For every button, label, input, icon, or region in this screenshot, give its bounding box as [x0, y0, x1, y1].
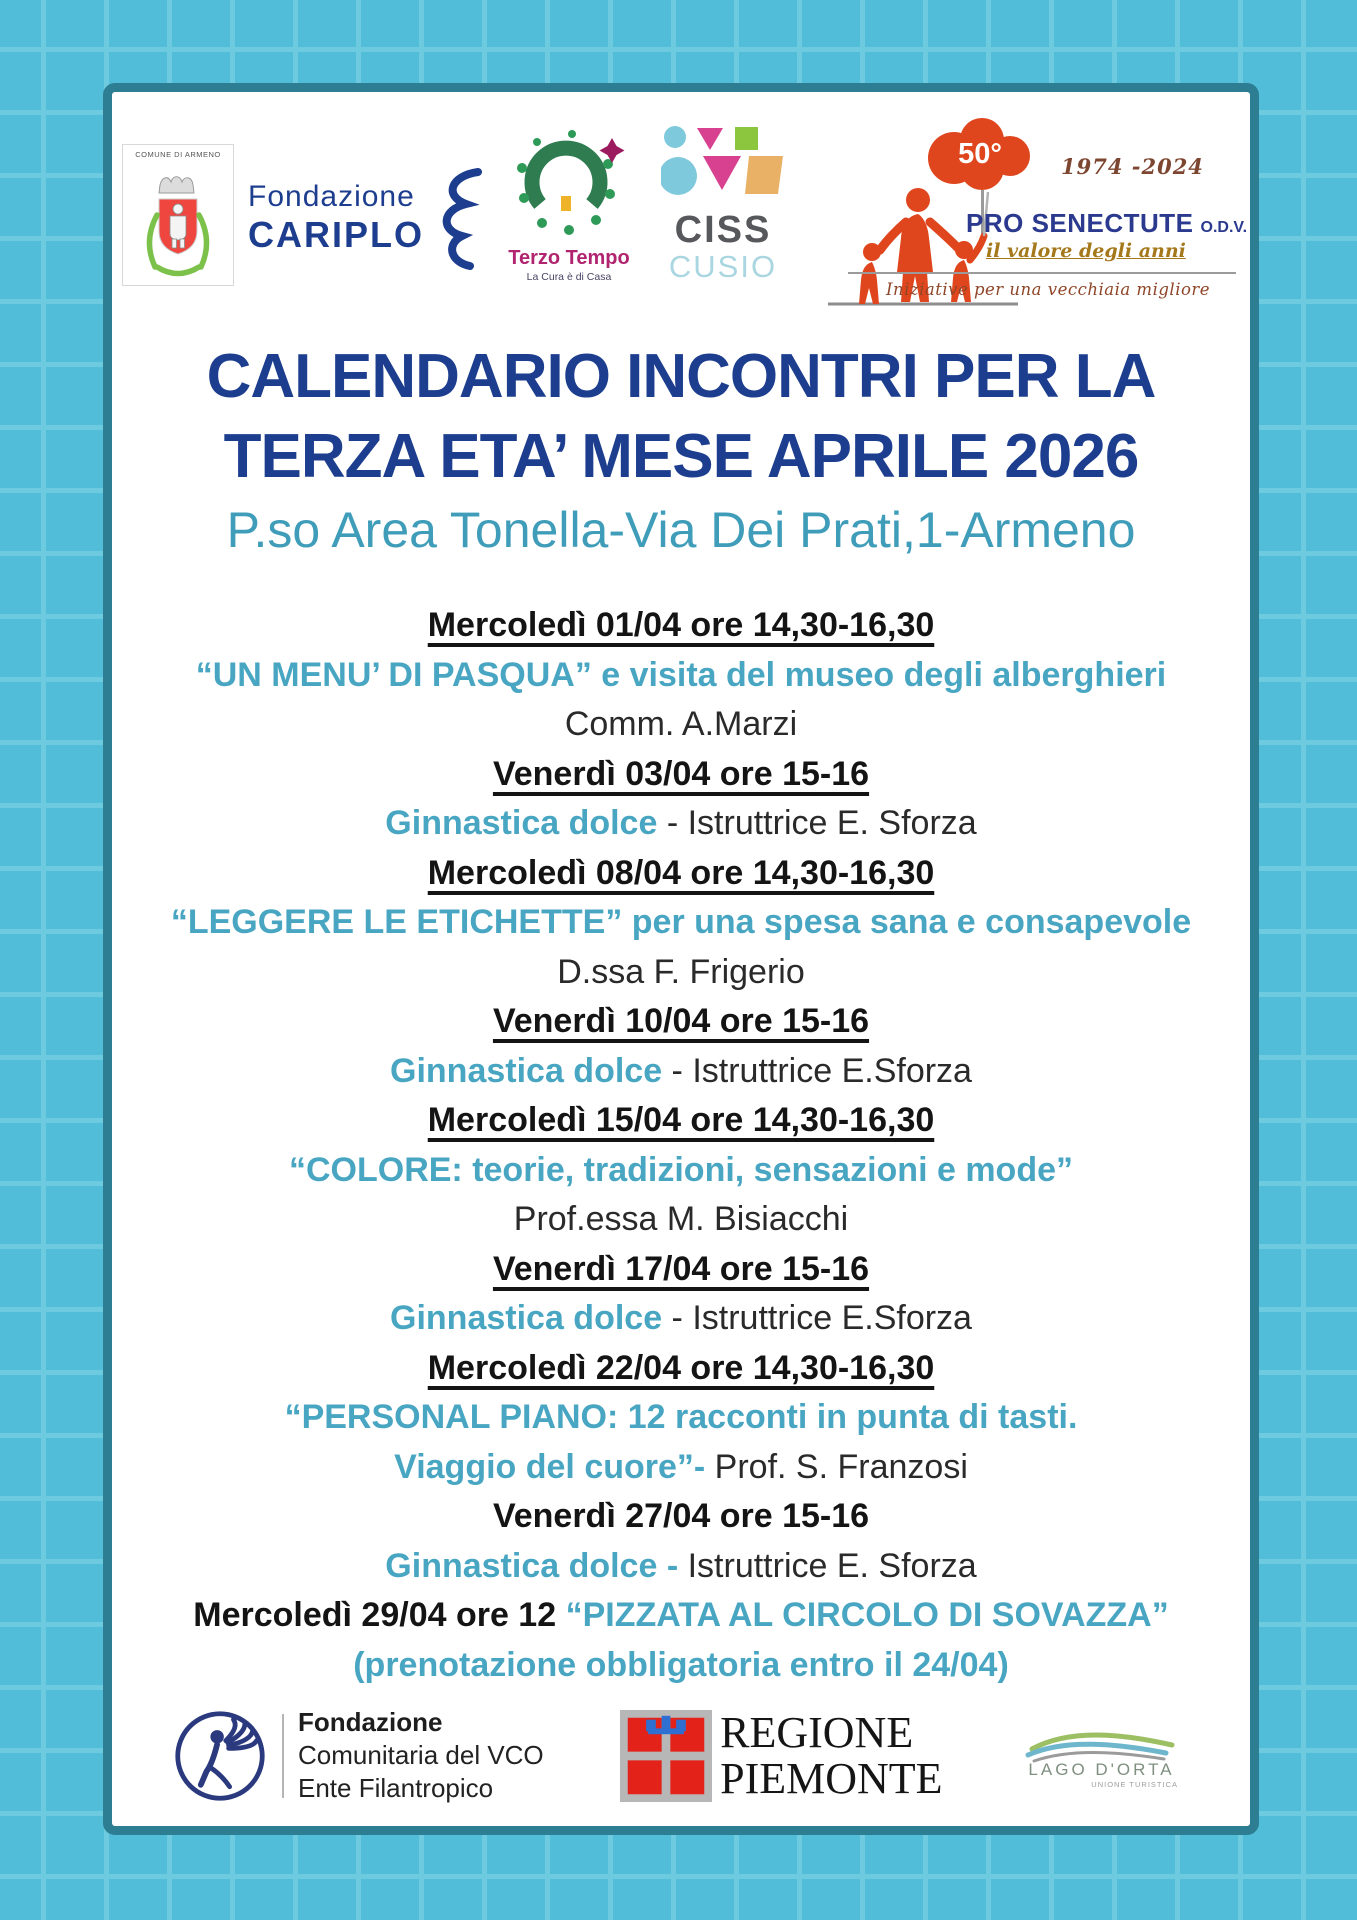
- lago-dorta-waves-icon: [1024, 1723, 1179, 1765]
- schedule-line: [112, 799, 1250, 849]
- schedule-line: [112, 1344, 1250, 1394]
- schedule-segment: Viaggio del cuore”-: [394, 1447, 706, 1486]
- schedule-line: [112, 1294, 1250, 1344]
- vco-line1: Fondazione: [298, 1707, 443, 1737]
- comune-armeno-caption: COMUNE DI ARMENO: [135, 150, 221, 159]
- schedule-line: [112, 1591, 1250, 1641]
- schedule-segment: - Istruttrice E. Sforza: [657, 804, 977, 842]
- cariplo-line2: CARIPLO: [248, 214, 424, 255]
- schedule-segment: (prenotazione obbligatoria entro il 24/04): [353, 1645, 1009, 1684]
- regione-piemonte-logo: [620, 1707, 943, 1803]
- pro-senectute-tagline: Iniziative per una vecchiaia migliore: [886, 280, 1211, 299]
- vco-divider: [282, 1714, 284, 1798]
- schedule-segment: Ginnastica dolce: [390, 1051, 663, 1090]
- pro-senectute-years: 1974 -2024: [1061, 154, 1204, 179]
- schedule-segment: Prof.essa M. Bisiacchi: [513, 1200, 849, 1238]
- cariplo-glyph-icon: [434, 166, 486, 270]
- schedule-segment: “UN MENU’ DI PASQUA” e visita del museo degli alberghieri: [195, 655, 1167, 694]
- poster-card: [103, 83, 1259, 1835]
- schedule-segment: Venerdì 17/04 ore 15-16: [492, 1249, 870, 1288]
- schedule-line: [112, 651, 1250, 701]
- schedule-segment: Prof. S. Franzosi: [705, 1447, 968, 1486]
- pro-senectute-divider: [848, 272, 1236, 274]
- schedule-segment: Comm. A.Marzi: [564, 705, 798, 743]
- footer-logo-row: [172, 1706, 1184, 1805]
- schedule-line: [112, 1195, 1250, 1245]
- lago-dorta-tagline: UNIONE TURISTICA: [1091, 1779, 1178, 1789]
- schedule-segment: Venerdì 10/04 ore 15-16: [492, 1002, 870, 1040]
- pro-senectute-logo: [808, 114, 1248, 319]
- lago-dorta-logo: [1019, 1723, 1184, 1789]
- title-block: [112, 337, 1250, 561]
- header-logo-row: [118, 114, 1248, 319]
- cariplo-line1: Fondazione: [248, 180, 415, 213]
- poster-title-line2: TERZA ETA’ MESE APRILE 2026: [223, 422, 1139, 491]
- terzo-tempo-tagline: La Cura è di Casa: [526, 271, 612, 283]
- ciss-shapes-icon: [661, 124, 786, 202]
- schedule-line: [112, 849, 1250, 899]
- schedule-segment: D.ssa F. Frigerio: [557, 952, 805, 991]
- schedule-line: [112, 700, 1250, 750]
- schedule-segment: - Istruttrice E.Sforza: [662, 1299, 972, 1337]
- fondazione-vco-logo: [172, 1706, 544, 1805]
- fondazione-cariplo-logo: [248, 166, 486, 270]
- pro-senectute-anniversary: 50°: [958, 138, 1002, 170]
- schedule-line: [112, 1641, 1250, 1691]
- ciss-cusio-logo: [652, 124, 794, 282]
- vco-figure-icon: [172, 1708, 268, 1804]
- terzo-tempo-logo: [500, 128, 638, 283]
- schedule-line: [112, 1443, 1250, 1493]
- schedule-segment: - Istruttrice E.Sforza: [662, 1051, 972, 1090]
- schedule-line: [112, 1146, 1250, 1196]
- regione-piemonte-crest-icon: [620, 1710, 712, 1802]
- regione-line1: REGIONE: [720, 1707, 914, 1757]
- lago-dorta-name: LAGO D'ORTA: [1028, 1759, 1175, 1779]
- regione-line2: PIEMONTE: [720, 1753, 943, 1803]
- schedule-segment: “PERSONAL PIANO: 12 racconti in punta di tasti.: [284, 1398, 1078, 1436]
- schedule-line: [112, 1245, 1250, 1295]
- vco-line2: Comunitaria del VCO: [298, 1740, 544, 1770]
- terzo-tempo-name: Terzo Tempo: [508, 247, 630, 269]
- pro-senectute-name: PRO SENECTUTE: [966, 208, 1194, 238]
- comune-armeno-logo: [122, 144, 234, 286]
- pro-senectute-legal-suffix: O.D.V.: [1200, 219, 1248, 236]
- schedule-line: [112, 1393, 1250, 1443]
- schedule-segment: Venerdì 03/04 ore 15-16: [492, 754, 870, 793]
- vco-wordmark: [298, 1706, 544, 1805]
- schedule-segment: Mercoledì 01/04 ore 14,30-16,30: [427, 606, 935, 644]
- schedule-segment: Ginnastica dolce: [385, 804, 658, 842]
- schedule-segment: Istruttrice E. Sforza: [678, 1546, 977, 1585]
- schedule-line: [112, 898, 1250, 948]
- schedule-segment: “PIZZATA AL CIRCOLO DI SOVAZZA”: [565, 1596, 1169, 1634]
- poster-title-line1: CALENDARIO INCONTRI PER LA: [206, 342, 1156, 411]
- schedule-segment: Ginnastica dolce: [390, 1299, 663, 1337]
- schedule-segment: Ginnastica dolce -: [385, 1546, 679, 1585]
- schedule-line: [112, 1047, 1250, 1097]
- schedule-line: [112, 997, 1250, 1047]
- schedule-segment: “COLORE: teorie, tradizioni, sensazioni e mode”: [288, 1150, 1073, 1189]
- pro-senectute-motto: il valore degli anni: [986, 240, 1186, 262]
- schedule-segment: “LEGGERE LE ETICHETTE” per una spesa sana e consapevole: [170, 903, 1192, 941]
- regione-piemonte-wordmark: [720, 1707, 943, 1803]
- schedule-line: [112, 1492, 1250, 1542]
- armeno-crest-icon: [133, 159, 223, 281]
- ciss-territory: CUSIO: [668, 248, 778, 284]
- cariplo-wordmark: [248, 180, 424, 256]
- schedule-line: [112, 1542, 1250, 1592]
- schedule-segment: Mercoledì 08/04 ore 14,30-16,30: [427, 853, 935, 892]
- ciss-acronym: CISS: [674, 209, 772, 251]
- schedule-line: [112, 750, 1250, 800]
- schedule-line: [112, 1096, 1250, 1146]
- schedule-segment: Mercoledì 15/04 ore 14,30-16,30: [427, 1101, 935, 1139]
- schedule-line: [112, 948, 1250, 998]
- vco-line3: Ente Filantropico: [298, 1773, 494, 1803]
- schedule-segment: Mercoledì 22/04 ore 14,30-16,30: [427, 1348, 935, 1387]
- schedule-list: [112, 601, 1250, 1690]
- schedule-line: [112, 601, 1250, 651]
- poster-subtitle-address: P.so Area Tonella-Via Dei Prati,1-Armeno: [226, 502, 1136, 558]
- schedule-segment: Venerdì 27/04 ore 15-16: [492, 1497, 870, 1535]
- terzo-tempo-icon: [509, 128, 629, 246]
- pro-senectute-nameline: [966, 208, 1248, 239]
- schedule-segment: Mercoledì 29/04 ore 12: [193, 1596, 566, 1634]
